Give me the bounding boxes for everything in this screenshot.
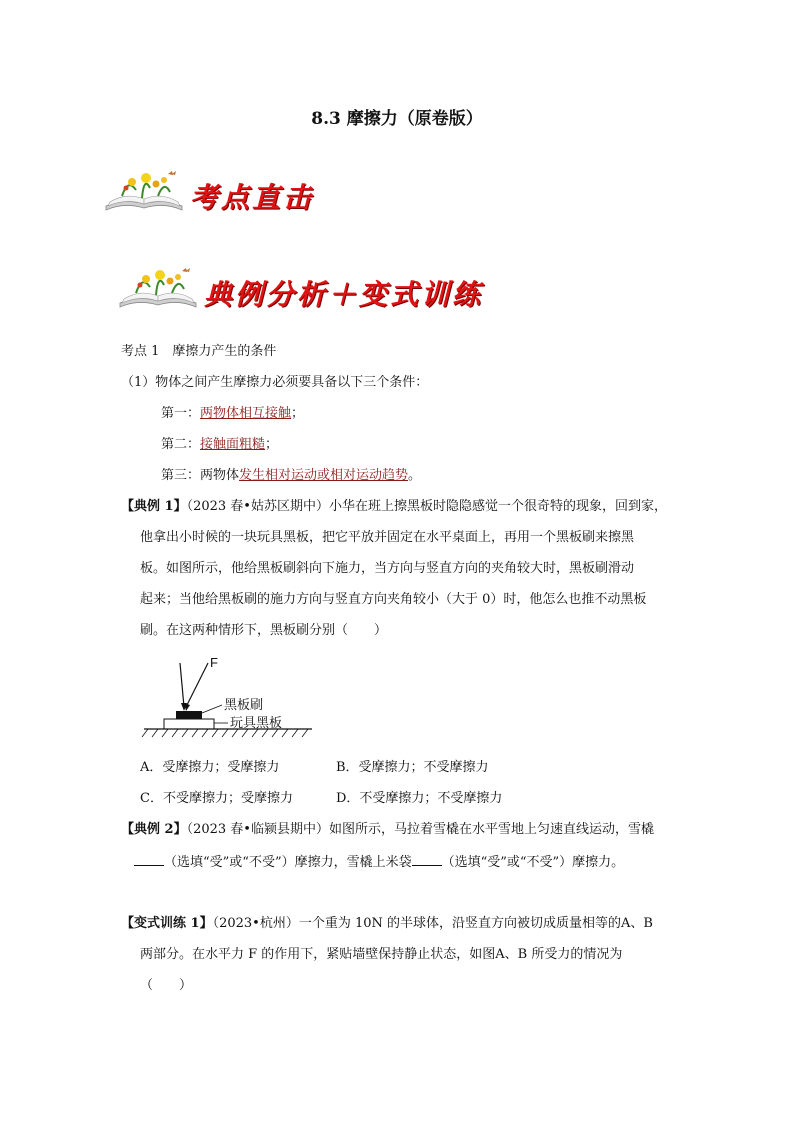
condition-suffix: 。 (408, 468, 422, 483)
section-banner-dianli (116, 265, 536, 319)
example-2-line-2 (134, 851, 624, 873)
condition-prefix: 第二： (161, 437, 201, 452)
section-banner-kaodian (102, 168, 522, 222)
condition-prefix: 第一： (161, 406, 201, 421)
condition-suffix: ； (265, 437, 279, 452)
example-text: （2023 春•姑苏区期中）小华在班上擦黑板时隐隐感觉一个很奇特的现象，回到家， (186, 499, 667, 514)
variant-1-line-3: （ ） (140, 978, 193, 993)
page-title: 8.3 摩擦力（原卷版） (311, 109, 483, 129)
condition-3 (161, 466, 421, 486)
banner-title: 考点直击 (190, 181, 315, 214)
example-tag: 【典例 2】 (121, 822, 187, 837)
condition-suffix: ； (291, 406, 305, 421)
kaodian-intro: （1）物体之间产生摩擦力必须要具备以下三个条件： (121, 375, 429, 390)
blackboard-brush-figure (140, 655, 340, 745)
board-label: 玩具黑板 (230, 715, 283, 730)
option-c: C．不受摩擦力；受摩擦力 (140, 791, 293, 806)
example-2-line-1 (121, 820, 654, 840)
kaodian-heading: 考点 1 摩擦力产生的条件 (121, 344, 277, 359)
variant-text: （2023•杭州）一个重为 10N 的半球体，沿竖直方向被切成质量相等的A、B (212, 916, 653, 931)
option-d: D．不受摩擦力；不受摩擦力 (336, 791, 503, 806)
answer-blank (134, 851, 164, 866)
option-a: A．受摩擦力；受摩擦力 (140, 760, 280, 775)
example-text: （2023 春•临颍县期中）如图所示，马拉着雪橇在水平雪地上匀速直线运动，雪橇 (186, 822, 654, 837)
force-label: F (210, 655, 218, 670)
condition-answer: 接触面粗糙 (200, 437, 266, 452)
example-1-line-1 (121, 497, 667, 517)
variant-1-line-1 (121, 914, 653, 934)
example-1-line-4: 起来；当他给黑板刷的施力方向与竖直方向夹角较小（大于 0）时，他怎么也推不动黑板 (140, 592, 647, 607)
example-1-line-2: 他拿出小时候的一块玩具黑板，把它平放并固定在水平桌面上，再用一个黑板刷来擦黑 (140, 530, 635, 545)
example-1-line-3: 板。如图所示，他给黑板刷斜向下施力，当方向与竖直方向的夹角较大时，黑板刷滑动 (140, 561, 635, 576)
answer-blank (412, 851, 442, 866)
example-tag: 【典例 1】 (121, 499, 187, 514)
open-book-flowers-icon (116, 265, 200, 309)
condition-answer: 两物体相互接触 (200, 406, 292, 421)
variant-1-line-2: 两部分。在水平力 F 的作用下，紧贴墙壁保持静止状态，如图A、B 所受力的情况为 (140, 947, 623, 962)
condition-prefix: 第三：两物体 (161, 468, 240, 483)
brush-shape (176, 711, 202, 719)
option-b: B．受摩擦力；不受摩擦力 (336, 760, 489, 775)
brush-label: 黑板刷 (224, 697, 264, 712)
open-book-flowers-icon (102, 168, 186, 212)
variant-tag: 【变式训练 1】 (121, 916, 213, 931)
condition-2 (161, 435, 278, 455)
condition-answer: 发生相对运动或相对运动趋势 (239, 468, 409, 483)
banner-title: 典例分析＋变式训练 (204, 278, 484, 311)
example-text: （选填“受”或“不受”）摩擦力。 (441, 855, 625, 870)
condition-1 (161, 404, 304, 424)
example-text: （选填“受”或“不受”）摩擦力，雪橇上米袋 (164, 855, 412, 870)
example-1-line-5: 刷。在这两种情形下，黑板刷分别（ ） (140, 623, 388, 638)
